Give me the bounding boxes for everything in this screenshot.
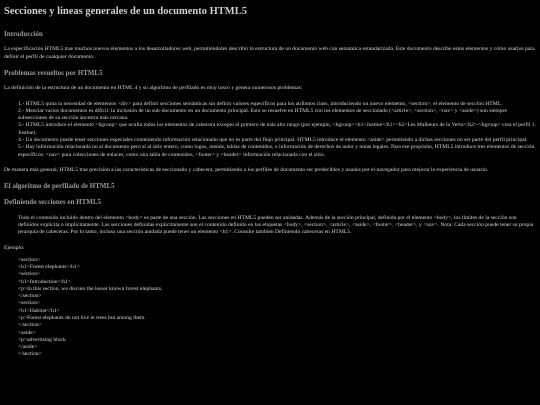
intro-paragraph: La especificación HTML5 trae muchos nuevos elementos a los desarrolladores web, permitiéndoles describir la estructura de un documento web con semántica estandarizada. Este documento describe estos elementos y cómo usarlos para definir el perfil de cualquier documento. [4, 46, 535, 60]
algorithm-heading: El algoritmo de perfilado de HTML5 [4, 182, 115, 191]
code-line: </section> [18, 351, 42, 358]
problems-list [4, 101, 536, 159]
list-item: 5.- Hay información relacionada no al documento pero sí al sitio entero, como logos, menús, tablas de contenidos, o información de derechos de autor y notas legales. Para ese propósito, HTML5 introduce tres elementos de sección específicos: <nav> para colecciones de enlaces, como una tabla de contenidos, <footer> y <header> información relacionada con el sitio. [18, 144, 535, 158]
problems-paragraph: La definición de la estructura de un documento en HTML 4 y su algoritmo de perfilado es muy tosco y genera numerosos problemas: [4, 85, 303, 92]
code-line: <h1>Habitat</h1> [18, 307, 60, 314]
code-line: <section> [18, 300, 41, 307]
code-line: <section> [18, 271, 41, 278]
sections-paragraph: Todo el contenido incluido dentro del elemento <body> es parte de una sección. Las secciones en HTML5 pueden ser anidadas. Además de la sección principal, definida por el elemento <body>, los límites de la sección son definidos explícita o implícitamente. Las secciones definidas explícitamente son el contenido definido en las etiquetas <body>, <section>, <article>, <aside>, <footer>, <header>, y <nav>. Nota: Cada sección puede tener su propia jerarquía de cabeceras. Por lo tanto, incluso una sección anidada puede tener un elemento <h1>. Consulte también Definiendo cabeceras en HTML5. [18, 214, 534, 236]
code-line: <p>Forest elephants do not live in trees but among them. [18, 315, 146, 321]
list-item: 3.- HTML5 introduce el elemento <hgroup> que oculta todos los elementos de cabecera excepto el primero de más alto rango (por ejemplo, <hgroup><h1>Justine</h1><h2>Les Malheurs de la Vertu</h2></hgroup> crea el perfil 1. Justine). [18, 122, 536, 136]
page-title: Secciones y líneas generales de un documento HTML5 [4, 6, 247, 17]
code-line: <section> [18, 256, 41, 263]
code-line: <aside> [18, 329, 36, 336]
intro-heading: Introducción [4, 30, 43, 39]
code-line: <h1>Introduction</h1> [18, 278, 72, 285]
code-line: </section> [18, 293, 42, 300]
code-line: </section> [18, 322, 42, 329]
code-line: <p>In this section, we discuss the lesser known forest elephants. [18, 285, 163, 292]
problems-heading: Problemas resueltos por HTML5 [4, 68, 103, 77]
sections-subheading: Definiendo secciones en HTML5 [4, 198, 102, 207]
code-line: <h1>Forest elephants</h1> [18, 264, 80, 271]
example-label: Ejemplo: [4, 244, 25, 251]
list-item: 2.- Mezclar varios documentos es difícil: la inclusión de un sub-documento en un documento principal. Esto se resuelve en HTML5 con los elementos de seccionado (<article>, <section>, <nav> y <aside>) son siempre subsecciones de su sección ancestra más cercana. [18, 107, 507, 122]
list-item: 1.- HTML5 quita la necesidad de elementos <div> para definir secciones semánticas sin definir valores específicos para los atributos class, introduciendo un nuevo elemento, <section>, el elemento de sección HTML. [18, 100, 503, 107]
code-example [4, 257, 536, 359]
summary-paragraph: De manera más general, HTML5 trae precisión a las características de seccionado y cabecera, permitiendo a los perfiles de documento ser predecibles y usados por el navegador para mejorar la experiencia de usuario. [4, 166, 489, 173]
list-item: 4.- Un documento puede tener secciones especiales conteniendo información relacionado que no es parte del flujo principal. HTML5 introduce el elemento <aside> permitiendo a dichas secciones no ser parte del perfil principal. [18, 136, 528, 143]
code-line: </aside> [18, 344, 38, 351]
code-line: <p>advertising block [18, 336, 66, 343]
